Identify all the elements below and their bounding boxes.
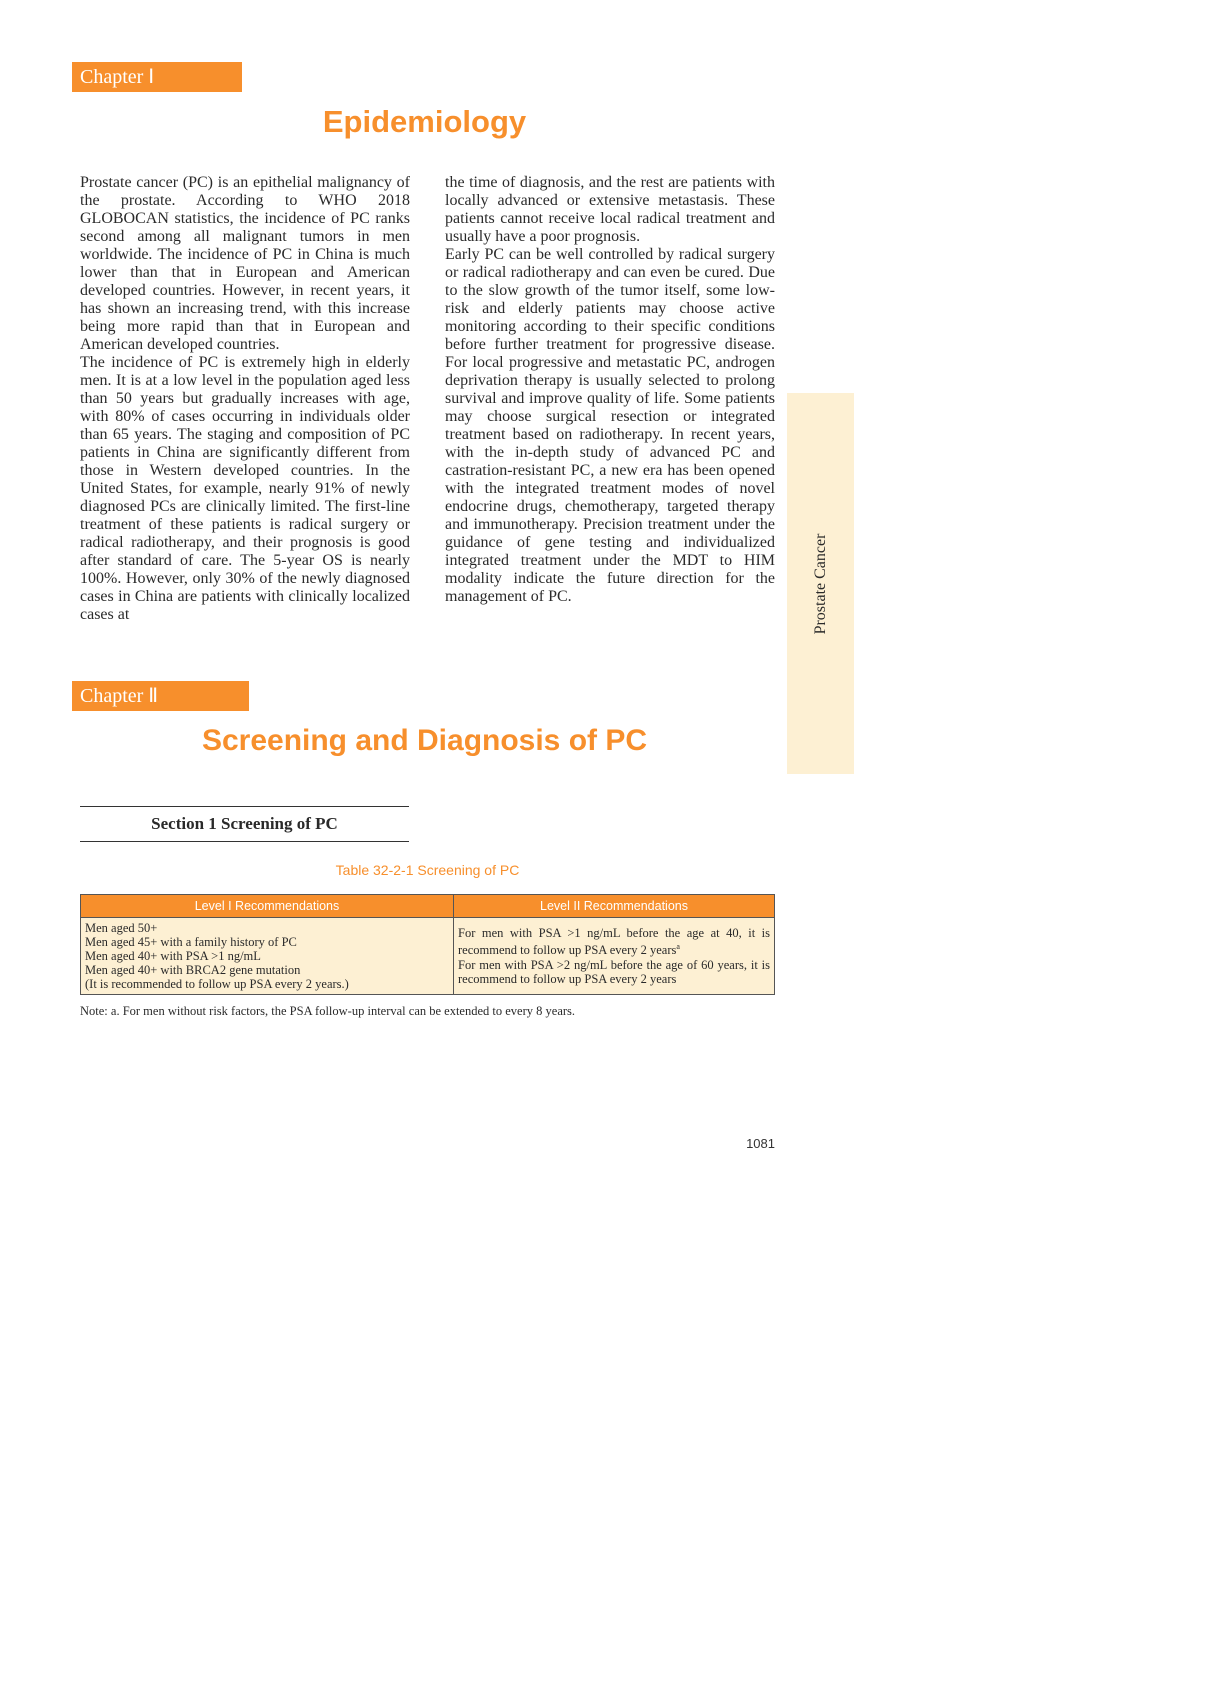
table-header: Level I Recommendations [81,895,454,918]
footnote-mark: a [676,942,680,952]
level-2-cell [454,918,775,995]
side-tab-label: Prostate Cancer [811,533,829,634]
level-1-item: Men aged 50+ [85,921,158,935]
page-number: 1081 [746,1136,775,1151]
paragraph: The incidence of PC is extremely high in elderly men. It is at a low level in the population aged less than 50 years but gradually increases with age, with 80% of cases occurring in individuals older than 65 years. The staging and composition of PC patients in China are significantly different from those in Western developed countries. In the United States, for example, nearly 91% of newly diagnosed PCs are clinically limited. The first-line treatment of these patients is radical surgery or radical radiotherapy, and their prognosis is good after standard of care. The 5-year OS is nearly 100%. However, only 30% of the newly diagnosed cases in China are patients with clinically localized cases at [80,354,410,623]
level-2-item [458,926,770,957]
chapter-1-tag: Chapter Ⅰ [72,62,242,92]
chapter-2-title: Screening and Diagnosis of PC [201,724,648,757]
section-title: Section 1 Screening of PC [80,806,409,842]
paragraph: Prostate cancer (PC) is an epithelial malignancy of the prostate. According to WHO 2018 GLOBOCAN statistics, the incidence of PC ranks second among all malignant tumors in men worldwide. The incidence of PC in China is much lower than that in European and American developed countries. However, in recent years, it has shown an increasing trend, with this increase being more rapid than that in European and American developed countries. [80,174,410,353]
table-row [81,918,775,995]
level-1-item: (It is recommended to follow up PSA every 2 years.) [85,977,349,991]
level-2-item: For men with PSA >2 ng/mL before the age of 60 years, it is recommend to follow up PSA every 2 years [458,957,770,986]
chapter-1-right-column [445,174,775,606]
table-caption: Table 32-2-1 Screening of PC [335,862,520,878]
chapter-2-tag: Chapter Ⅱ [72,681,249,711]
chapter-1-left-column [80,174,410,624]
table-note: Note: a. For men without risk factors, the PSA follow-up interval can be extended to every 8 years. [80,1004,576,1018]
screening-table [80,894,775,995]
level-1-item: Men aged 45+ with a family history of PC [85,935,297,949]
chapter-1-title: Epidemiology [322,104,527,139]
paragraph: Early PC can be well controlled by radical surgery or radical radiotherapy and can even be cured. Due to the slow growth of the tumor itself, some low-risk and elderly patients may choose active monitoring according to their specific conditions before further treatment for progressive disease. For local progressive and metastatic PC, androgen deprivation therapy is usually selected to prolong survival and improve quality of life. Some patients may choose surgical resection or integrated treatment based on radiotherapy. In recent years, with the in-depth study of advanced PC and castration-resistant PC, a new era has been opened with the integrated treatment modes of novel endocrine drugs, chemotherapy, targeted therapy and immunotherapy. Precision treatment under the guidance of gene testing and individualized integrated treatment under the MDT to HIM modality indicate the future direction for the management of PC. [445,246,775,605]
level-1-item: Men aged 40+ with BRCA2 gene mutation [85,963,301,977]
table-header: Level II Recommendations [454,895,775,918]
level-2-item-text: For men with PSA >1 ng/mL before the age at 40, it is recommend to follow up PSA every 2 years [458,926,770,958]
level-1-cell [81,918,454,995]
side-section-tab [787,393,854,774]
paragraph: the time of diagnosis, and the rest are patients with locally advanced or extensive metastasis. These patients cannot receive local radical treatment and usually have a poor prognosis. [445,174,775,245]
level-1-item: Men aged 40+ with PSA >1 ng/mL [85,949,261,963]
